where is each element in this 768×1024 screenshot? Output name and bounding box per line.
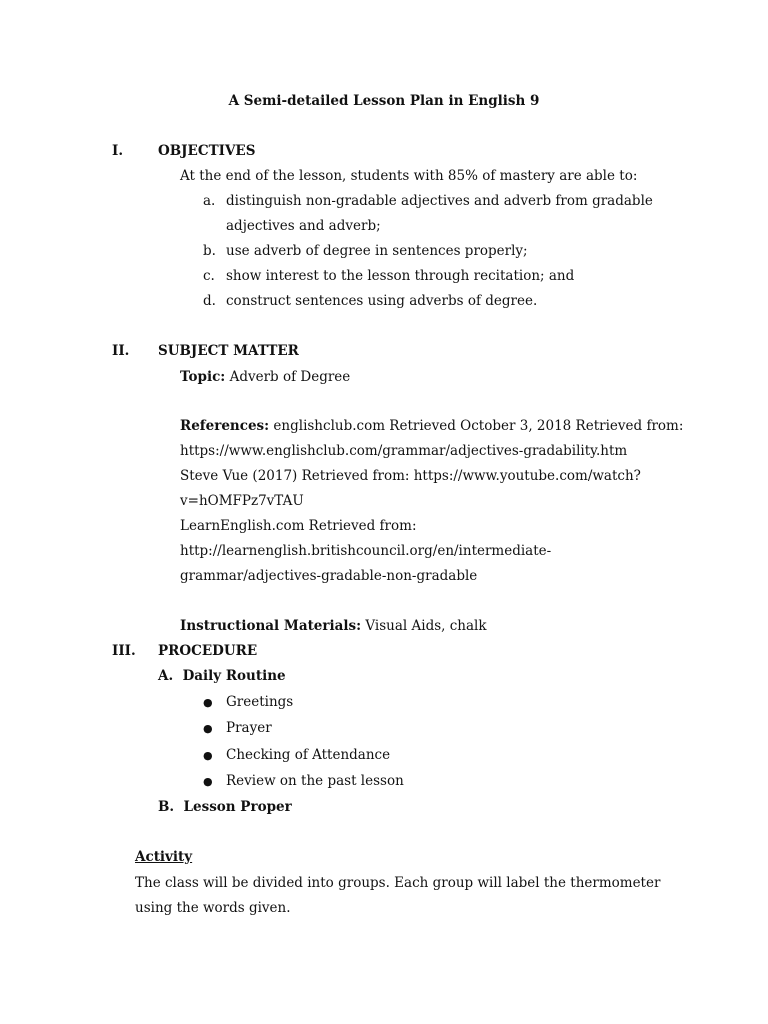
bullet-icon: ● (203, 749, 213, 762)
reference-text: http://learnenglish.britishcouncil.org/en/intermediate- (180, 543, 552, 559)
routine-item: Greetings (226, 694, 294, 710)
topic-value: Adverb of Degree (229, 369, 351, 385)
section-heading-subject-matter: SUBJECT MATTER (158, 343, 299, 359)
objective-item-b: use adverb of degree in sentences properly; (226, 243, 528, 259)
topic-label: Topic: (180, 369, 226, 385)
section-numeral-objectives: I. (112, 143, 124, 159)
section-heading-objectives: OBJECTIVES (158, 143, 256, 159)
section-numeral-subject-matter: II. (112, 343, 130, 359)
objective-item-a: distinguish non-gradable adjectives and adverb from gradable (226, 193, 653, 209)
reference-text: LearnEnglish.com Retrieved from: (180, 518, 417, 534)
materials-label: Instructional Materials: (180, 618, 362, 634)
page-title: A Semi-detailed Lesson Plan in English 9 (228, 93, 540, 109)
bullet-icon: ● (203, 696, 213, 709)
reference-text: englishclub.com Retrieved October 3, 2018 Retrieved from: (273, 418, 684, 434)
objective-letter-c: c. (203, 268, 215, 284)
objective-letter-d: d. (203, 293, 216, 309)
routine-item: Prayer (226, 720, 272, 736)
objective-item-d: construct sentences using adverbs of degree. (226, 293, 538, 309)
activity-heading: Activity (135, 849, 193, 865)
bullet-icon: ● (203, 722, 213, 735)
routine-item: Review on the past lesson (226, 773, 404, 789)
reference-text: v=hOMFPz7vTAU (180, 493, 304, 509)
reference-text: Steve Vue (2017) Retrieved from: https://www.youtube.com/watch? (180, 468, 641, 484)
activity-text-cont: using the words given. (135, 900, 291, 916)
daily-routine-heading: A. Daily Routine (158, 668, 286, 684)
objective-item-a-cont: adjectives and adverb; (226, 218, 381, 234)
objective-letter-b: b. (203, 243, 216, 259)
reference-text: grammar/adjectives-gradable-non-gradable (180, 568, 478, 584)
topic-line (180, 369, 350, 385)
activity-text: The class will be divided into groups. Each group will label the thermometer (135, 875, 661, 891)
materials-line (180, 618, 487, 634)
objective-letter-a: a. (203, 193, 216, 209)
section-heading-procedure: PROCEDURE (158, 643, 258, 659)
materials-value: Visual Aids, chalk (365, 618, 487, 634)
section-numeral-procedure: III. (112, 643, 136, 659)
lesson-proper-heading: B. Lesson Proper (158, 799, 292, 815)
routine-item: Checking of Attendance (226, 747, 391, 763)
references-label: References: (180, 418, 270, 434)
bullet-icon: ● (203, 775, 213, 788)
references-line-1 (180, 418, 683, 434)
objectives-intro: At the end of the lesson, students with 85% of mastery are able to: (180, 168, 638, 184)
reference-text: https://www.englishclub.com/grammar/adjectives-gradability.htm (180, 443, 628, 459)
objective-item-c: show interest to the lesson through recitation; and (226, 268, 575, 284)
